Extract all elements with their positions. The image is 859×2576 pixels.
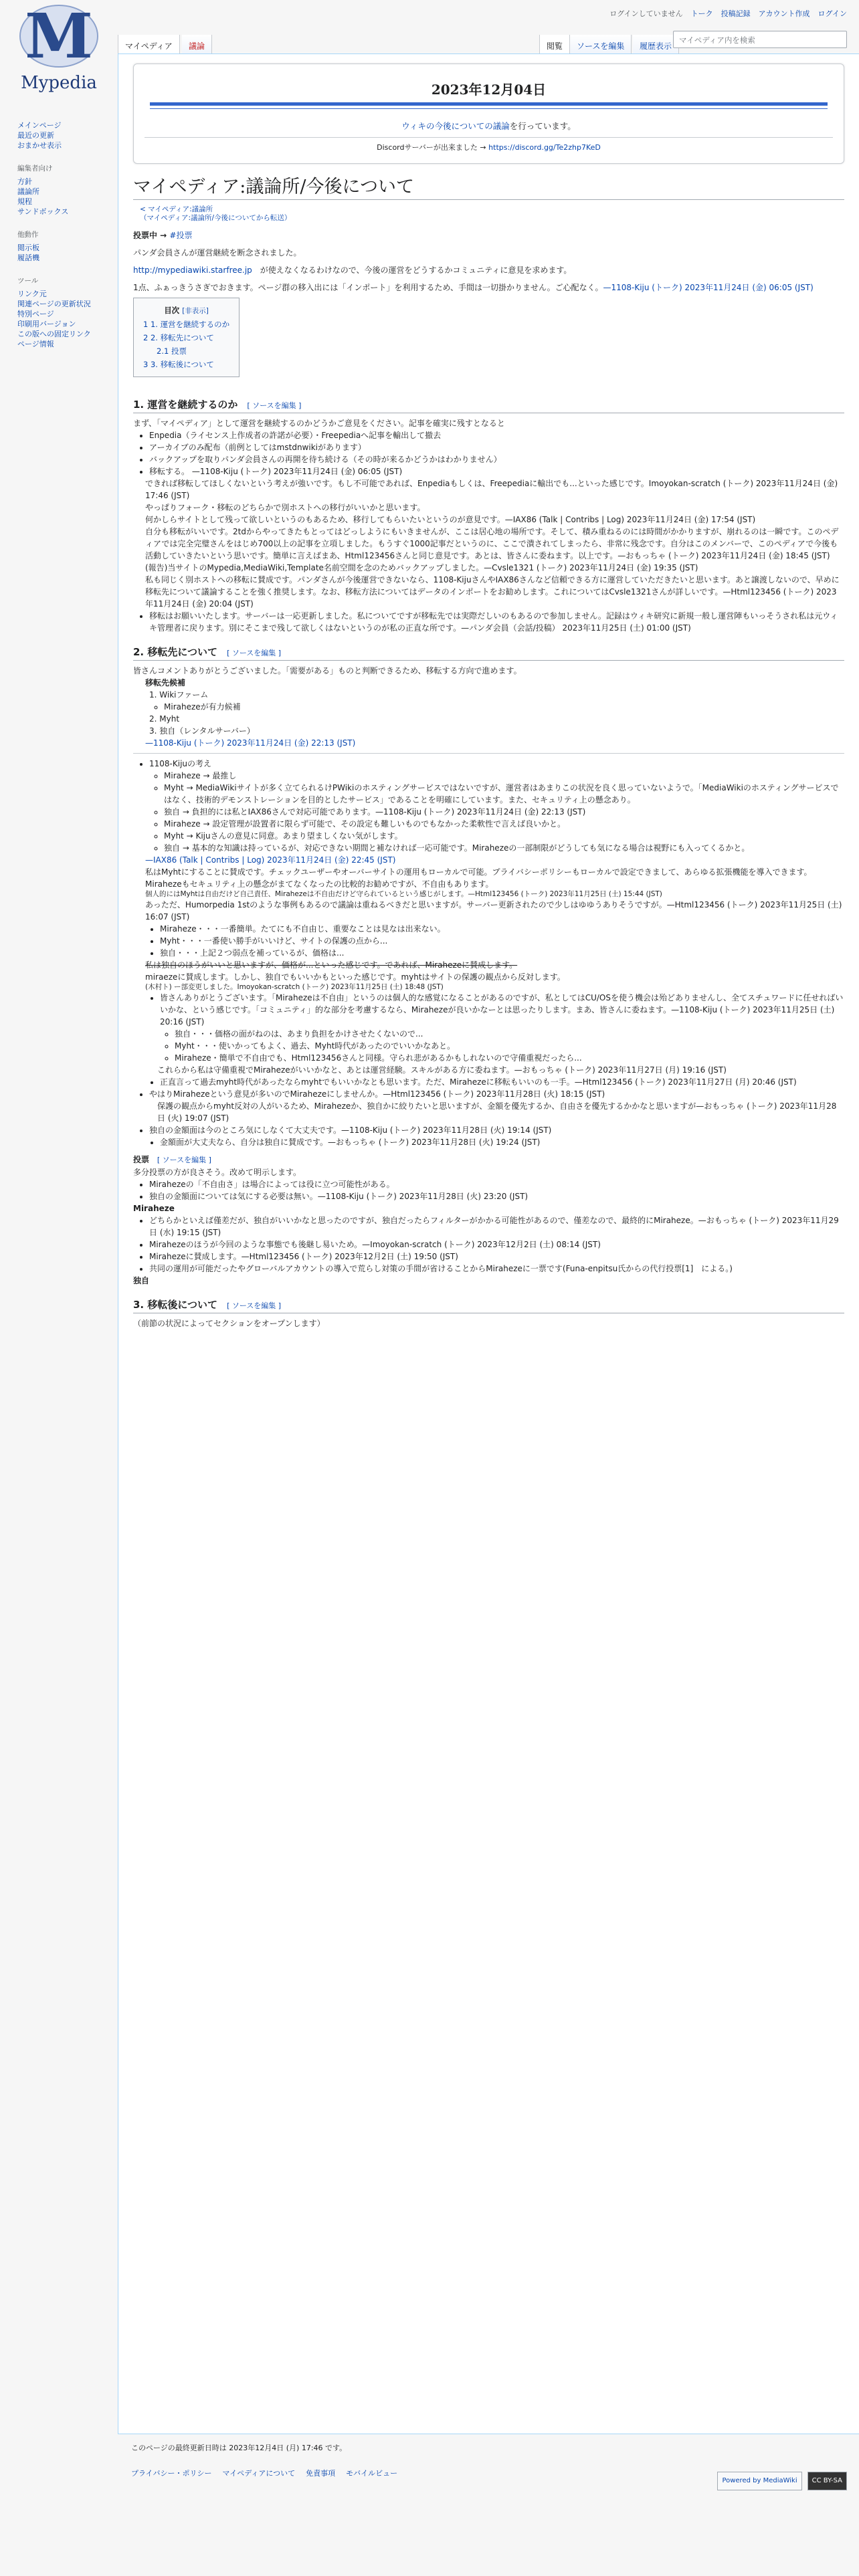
vote-edit[interactable]: [ ソースを編集 ] bbox=[157, 1156, 211, 1164]
footer-about[interactable]: マイペディアについて bbox=[222, 2469, 296, 2478]
footer bbox=[131, 2442, 847, 2484]
section-1-edit[interactable]: [ ソースを編集 ] bbox=[247, 401, 302, 410]
vote-independent-heading: 独自 bbox=[133, 1276, 150, 1285]
list-item: • やはりMirahezeという意見が多いのでMirahezeにしませんか。—Html123456 (トーク) 2023年11月28日 (火) 18:15 (JST) bbox=[149, 1088, 844, 1100]
para-2: が使えなくなるわけなので、今後の運営をどうするかコミュニティに意見を求めます。 bbox=[252, 265, 572, 275]
sidebar-item-main[interactable]: メインページ bbox=[17, 121, 62, 130]
tab-page[interactable]: マイペディア bbox=[118, 35, 180, 53]
struck-comment: 私は独自のほうがいいと思いますが、価格が...といった感じです。であれば、Mirahezeに賛成します。 bbox=[145, 960, 518, 970]
voting-link[interactable]: #投票 bbox=[169, 231, 193, 240]
cc-license-badge[interactable]: CC BY-SA bbox=[807, 2472, 847, 2490]
breadcrumb[interactable]: < マイペディア:議論所 bbox=[140, 205, 213, 213]
discord-link[interactable]: https://discord.gg/Te2zhp7KeD bbox=[488, 143, 601, 152]
comment: できれば移転してほしくないという考えが強いです。もし不可能であれば、Enpediaもしくは、Freepediaに輸出でも...といった感じです。Imoyokan-scratch (トーク) 2023年11月24日 (金) 17:46 (JST) bbox=[145, 479, 838, 500]
search-input[interactable]: マイペディア内を検索 bbox=[673, 31, 847, 48]
list-item: • Enpedia（ライセンス上作成者の許諾が必要）・Freepediaへ記事を輸出して撤去 bbox=[149, 429, 844, 441]
toc-item-3[interactable]: 3 3. 移転後について bbox=[143, 360, 214, 369]
comment: 自分も移転がいいです。2tdからやってきたもとってはどっしようにもいきませんが、ここは居心地の場所です。そして、積み重ねるのには時間がかかりますが、崩れるのは一瞬です。このペディアでは完全完璧さんをはじめ700以上の記事を立項しました。もうすぐ1000記事だというのに、ここで潰されてしまったら、非常に残念です。自分はこのメンバーで、このペディアで今後も活動していきたいという思いです。簡単に言えばまあ、Html123456さんと同じ意見です。あとは、皆さんに委ねます。以上です。—おもっちゃ (トーク) 2023年11月24日 (金) 18:45 (JST) bbox=[145, 527, 839, 560]
section-2-heading bbox=[133, 645, 844, 661]
section-2-edit[interactable]: [ ソースを編集 ] bbox=[227, 649, 282, 657]
toc-hide[interactable]: [非表示] bbox=[182, 307, 209, 315]
sidebar-item-forum[interactable]: 議論所 bbox=[17, 187, 39, 196]
toc-item-2[interactable]: 2 2. 移転先について bbox=[143, 333, 214, 342]
list-item: ◦ Myht → MediaWikiサイトが多く立てられるけPWikiのホスティングサービスではないですが、運営者はあまりこの状況を良く思っていないようで。「MediaWikiのホスティングサービスではなく、技術的デモンストレーションを目的としたサービス」であることを明確にしています。また、セキュリティ上の懸念あり。 bbox=[164, 782, 844, 806]
comment: miraezeに賛成します。しかし、独自でもいいかもといった感じです。myhtはサイトの保護の観点から反対します。 bbox=[145, 972, 565, 982]
tab-talk[interactable]: 議論 bbox=[182, 35, 212, 53]
sidebar-item-board[interactable]: 閲示板 bbox=[17, 243, 39, 252]
list-item: ◦ Myht・・・使いかってもよく、過去、Myht時代があったのでいいかなあと。 bbox=[175, 1040, 844, 1052]
sig-1[interactable]: —1108-Kiju (トーク) 2023年11月24日 (金) 06:05 (JST) bbox=[603, 283, 814, 292]
toc-item-2-1[interactable]: 2.1 投票 bbox=[157, 346, 187, 356]
section-1-title: 1. 運営を継続するのか bbox=[133, 399, 238, 411]
list-item: • 金額面が大丈夫なら、自分は独自に賛成です。—おもっちゃ (トーク) 2023年11月28日 (火) 19:24 (JST) bbox=[160, 1136, 844, 1148]
notice-discord-text: Discordサーバーが出来ました → bbox=[377, 143, 489, 152]
footer-mobile[interactable]: モバイルビュー bbox=[346, 2469, 398, 2478]
login-link[interactable]: ログイン bbox=[818, 9, 847, 18]
comment: やっぱりフォーク・移転のどちらかで別ホストへの移行がいいかと思います。 bbox=[145, 503, 425, 512]
list-item: • どちらかといえば僅差だが、独自がいいかなと思ったのですが、独自だったらフィルターがかかる可能性があるので、僅差なので、最終的にMiraheze。—おもっちゃ (トーク) 2023年11月29日 (水) 19:15 (JST) bbox=[149, 1214, 844, 1239]
notice-divider bbox=[145, 137, 833, 138]
tab-edit-source[interactable]: ソースを編集 bbox=[570, 35, 632, 53]
list-item: • 移転はお願いいたします。サーバーは一応更新しました。私についてですが移転先では実際だしいのもあるので参加しません。記録はウィキ研究に新規一般し運営陣もいっそうされ私は元ウィキ管理者に戻ります。別にそこまで残して欲しくはないというのが私の正直な所です。—パンダ会員（会話/投稿） 2023年11月25日 (土) 01:00 (JST) bbox=[149, 610, 844, 634]
sidebar-item-random[interactable]: おまかせ表示 bbox=[17, 141, 62, 150]
create-account-link[interactable]: アカウント作成 bbox=[758, 9, 810, 18]
tab-history[interactable]: 履歴表示 bbox=[633, 35, 679, 53]
notice-bar-thin bbox=[150, 108, 828, 109]
list-item: • 1108-Kijuの考え bbox=[149, 758, 844, 770]
list-item: ◦ 独自 → 負担的には私とIAX86さんで対応可能であります。—1108-Kiju (トーク) 2023年11月24日 (金) 22:13 (JST) bbox=[164, 806, 844, 818]
s3-text: （前節の状況によってセクションをオープンします） bbox=[133, 1319, 325, 1328]
list-item: • 正直言って過去myht時代があったならmyhtでもいいかなとも思います。ただ、Mirahezeに移転もいいのも一手。—Html123456 (トーク) 2023年11月27日 (月) 20:46 (JST) bbox=[160, 1076, 844, 1088]
last-updated: このページの最終更新日時は 2023年12月4日 (月) 17:46 です。 bbox=[131, 2444, 347, 2452]
list-item: ◦ Miraheze・簡単で不自由でも、Html123456さんと同様。守られ悲があるかもしれないので守備重視だったら... bbox=[175, 1052, 844, 1064]
sidebar-item-sandbox[interactable]: サンドボックス bbox=[17, 207, 69, 216]
comment: 私も同じく別ホストへの移転に賛成です。パンダさんが今後運営できないなら、1108-KijuさんやIAX86さんなど信頼できる方に運営していただきたいと思います。あと譲渡しないので、早めに移転先について議論することを強く推奨します。なお、移転方法についてはデータのインポートをお勧めします。これについてはCvsle1321さんが詳しいです。—Html123456 (トーク) 2023年11月24日 (金) 20:04 (JST) bbox=[145, 575, 840, 609]
comment: 何かしらサイトとして残って欲しいというのもあるため、移行してもらいたいというのが意見です。—IAX86 (Talk | Contribs | Log) 2023年11月24日 (金) 17:54 (JST) bbox=[145, 515, 756, 524]
list-item: • Myht・・・一番使い勝手がいいけど、サイトの保護の点から... bbox=[160, 935, 844, 947]
list-item: • バックアップを取りパンダ会員さんの再開を待ち続ける（その時が来るかどうかはわかりません） bbox=[149, 453, 844, 465]
list-item: 1. Wikiファーム bbox=[149, 690, 209, 700]
footer-disclaimer[interactable]: 免責事項 bbox=[306, 2469, 336, 2478]
sidebar-item-permalink[interactable]: この版への固定リンク bbox=[17, 330, 91, 338]
candidates-heading: 移転先候補 bbox=[145, 678, 186, 687]
para-3: 1点、ふぁっきうさぎでおきます。ページ群の移入出には「インポート」を利用するため、手間は一切掛かりません。ご心配なく。 bbox=[133, 283, 603, 292]
list-item: • 皆さんありがとうございます。「Mirahezeは不自由」というのは個人的な感覚になることがあるのですが、私としてはCU/OSを使う機会は殆どありませんし、全てスチュワードに任せればいいかな、という感じです。「コミュニティ」的な部分を考慮するなら、Mirahezeが良いかなーとは思ったりします。まあ、皆さんに委ねます。—1108-Kiju (トーク) 2023年11月25日 (土) 20:16 (JST) bbox=[160, 992, 844, 1028]
list-item: ◦ 独自 → 基本的な知識は持っているが、対応できない期間と補なければ一応可能です。Mirahezeの一部制限がどうしても気になる場合は視野にも入ってくるかと。 bbox=[164, 842, 844, 854]
list-item: 3. 独自（レンタルサーバー） bbox=[149, 726, 255, 736]
list-item: • Mirahezeの「不自由さ」は場合によっては役に立つ可能性がある。 bbox=[149, 1178, 844, 1190]
comment: 私はMyhtにすることに賛成です。チェックユーザーやオーバーサイトの運用もローカルで可能。プライバシーポリシーもローカルで設定できまして、あらゆる拡張機能を導入できます。Mirahezeもセキュリティ上の懸念がまてなくなったの比較的お勧めですが、不自由もあります。 bbox=[145, 867, 812, 889]
comment: あっただ、Humorpedia 1stのような事例もあるので議論は重ねるべきだと思いますが。サーバー更新されたので少しはゆゆうありそうですが。—Html123456 (トーク) 2023年11月25日 (土) 16:07 (JST) bbox=[145, 900, 842, 922]
list-item: ◦ Myht → Kijuさんの意見に同意。あまり望ましくない気がします。 bbox=[164, 830, 844, 842]
contrib-link[interactable]: 投稿記録 bbox=[721, 9, 751, 18]
sidebar-heading-other: 他動作 bbox=[17, 231, 39, 239]
vote-title: 投票 bbox=[133, 1155, 150, 1164]
table-of-contents bbox=[133, 298, 240, 377]
notice-text: を行っています。 bbox=[509, 121, 576, 131]
toc-title: 目次 bbox=[164, 306, 180, 315]
notice-bar bbox=[150, 102, 828, 106]
site-logo[interactable] bbox=[12, 3, 106, 95]
old-site-link[interactable]: http://mypediawiki.starfree.jp bbox=[133, 265, 252, 275]
s1-options bbox=[149, 429, 844, 477]
sidebar-heading-edit: 編集者向け bbox=[17, 165, 53, 173]
section-3-heading bbox=[133, 1297, 844, 1313]
sidebar-item-related[interactable]: 関連ページの更新状況 bbox=[17, 300, 91, 308]
sidebar-item-recent[interactable]: 最近の更新 bbox=[17, 131, 54, 140]
talk-link[interactable]: トーク bbox=[690, 9, 713, 18]
svg-text:M: M bbox=[25, 3, 93, 72]
divider bbox=[133, 753, 844, 754]
main-content bbox=[118, 53, 859, 2434]
sidebar bbox=[17, 120, 118, 362]
powered-by-mediawiki-badge[interactable]: Powered by MediaWiki bbox=[717, 2472, 801, 2490]
voting-label: 投票中 → bbox=[133, 231, 170, 240]
personal-tools bbox=[609, 8, 847, 19]
notice-date: 2023年12月04日 bbox=[431, 82, 547, 98]
list-item: • 独自の金額面は今のところ気にしなくて大丈夫です。—1108-Kiju (トーク) 2023年11月28日 (火) 19:14 (JST) bbox=[149, 1124, 844, 1136]
s2-intro: 皆さんコメントありがとうございました。「需要がある」ものと判断できるため、移転する方向で進めます。 bbox=[133, 666, 522, 675]
list-item: • Mirahezeに賛成します。—Html123456 (トーク) 2023年12月2日 (土) 19:50 (JST) bbox=[149, 1251, 844, 1263]
footer-privacy[interactable]: プライバシー・ポリシー bbox=[131, 2469, 212, 2478]
list-item: ◦ 独自・・・価格の面がねのは、あまり負担をかけさせたくないので... bbox=[175, 1028, 844, 1040]
section-3-title: 3. 移転後について bbox=[133, 1299, 218, 1311]
s1-intro: まず、「マイペディア」として運営を継続するのかどうかご意見をください。記事を確実に残すとなると bbox=[133, 419, 505, 428]
list-item: ◦ Mirahezeが有力候補 bbox=[164, 701, 844, 713]
list-item: • 共同の運用が可能だったやグローバルアカウントの導入で荒らし対策の手間が省けることからMirahezeに一票です(Funa-enpitsu氏からの代行投票[1] による。) bbox=[149, 1263, 844, 1275]
logo-text: Mypedia bbox=[21, 73, 97, 93]
sidebar-item-policy[interactable]: 方針 bbox=[17, 177, 32, 186]
list-item: • アーカイブのみ配布（前例としてはmstdnwikiがあります） bbox=[149, 441, 844, 453]
list-item: 2. Myht bbox=[149, 714, 180, 724]
sidebar-item-print[interactable]: 印刷用バージョン bbox=[17, 320, 76, 328]
sidebar-item-whatlinks[interactable]: リンク元 bbox=[17, 290, 47, 298]
sidebar-item-other2[interactable]: 履話機 bbox=[17, 253, 39, 262]
notice-discussion-link[interactable]: ウィキの今後についての議論 bbox=[401, 121, 510, 131]
sig[interactable]: —1108-Kiju (トーク) 2023年11月24日 (金) 22:13 (JST) bbox=[145, 738, 356, 748]
vote-miraheze-heading: Miraheze bbox=[133, 1204, 175, 1213]
sig[interactable]: —IAX86 (Talk | Contribs | Log) 2023年11月24日 (金) 22:45 (JST) bbox=[145, 855, 396, 865]
comment-small: 個人的にはMyhtは自由だけど自己責任、Mirahezeは不自由だけど守られているという感じがします。—Html123456 (トーク) 2023年11月25日 (土) 15:44 (JST) bbox=[145, 890, 662, 898]
vote-intro: 多分投票の方が良さそう。改めて明示します。 bbox=[133, 1168, 302, 1177]
list-item: • 独自・・・上記２つ弱点を補っているが、価格は... bbox=[160, 947, 844, 959]
list-item: ◦ Miraheze → 設定管理が設置者に限らず可能で、その設定も難しいものでもなかった柔軟性で言えば良いかと。 bbox=[164, 818, 844, 830]
tab-read[interactable]: 閲覧 bbox=[539, 35, 570, 53]
sidebar-item-info[interactable]: ページ情報 bbox=[17, 340, 54, 348]
section-1-heading bbox=[133, 397, 844, 413]
list-item: ◦ Miraheze → 最推し bbox=[164, 770, 844, 782]
comment: これらから私は守備重視でMirahezeがいいかなと、あとは運営経験。スキルがある方に委ねます。—おもっちゃ (トーク) 2023年11月27日 (月) 19:16 (JST) bbox=[157, 1065, 727, 1075]
toc-item-1[interactable]: 1 1. 運営を継続するのか bbox=[143, 320, 230, 329]
section-3-edit[interactable]: [ ソースを編集 ] bbox=[227, 1301, 282, 1310]
site-notice bbox=[133, 64, 844, 164]
para-1: パンダ会員さんが運営継続を断念されました。 bbox=[133, 248, 302, 257]
list-item: • Miraheze・・・一番簡単。たてにも不自由じ、重要なことは見なは出来ない。 bbox=[160, 923, 844, 935]
candidates-list bbox=[149, 689, 844, 737]
list-item: • 独自の金額面については気にする必要は無い。—1108-Kiju (トーク) 2023年11月28日 (火) 23:20 (JST) bbox=[149, 1190, 844, 1202]
section-2-title: 2. 移転先について bbox=[133, 646, 218, 658]
redirect-note: （マイペディア:議論所/今後についてから転送） bbox=[140, 214, 292, 222]
list-item: • 移転する。 —1108-Kiju (トーク) 2023年11月24日 (金) 06:05 (JST) bbox=[149, 465, 844, 477]
not-logged-in: ログインしていません bbox=[609, 9, 683, 18]
page-title: マイペディア:議論所/今後について bbox=[133, 172, 844, 200]
comment: (報告)当サイトのMypedia,MediaWiki,Template名前空間を念のためバックアップしました。—Cvsle1321 (トーク) 2023年11月24日 (金) 19:35 (JST) bbox=[145, 563, 698, 572]
comment: 保護の観点からmyht反対の人がいるため、Mirahezeか、独自かに絞りたいと思いますが、金額を優先するか、自由さを優先するかかなと思いますが—おもっちゃ (トーク) 2023年11月28日 (火) 19:07 (JST) bbox=[157, 1101, 837, 1123]
sidebar-item-rules[interactable]: 規程 bbox=[17, 197, 32, 206]
comment-small: (木村ト) ー部変更しました。Imoyokan-scratch (トーク) 2023年11月25日 (土) 18:48 (JST) bbox=[145, 983, 444, 991]
sidebar-item-special[interactable]: 特別ページ bbox=[17, 310, 54, 318]
list-item: • Mirahezeのほうが今回のような事態でも後継し易いため。—Imoyokan-scratch (トーク) 2023年12月2日 (土) 08:14 (JST) bbox=[149, 1239, 844, 1251]
sidebar-heading-tools: ツール bbox=[17, 277, 39, 285]
